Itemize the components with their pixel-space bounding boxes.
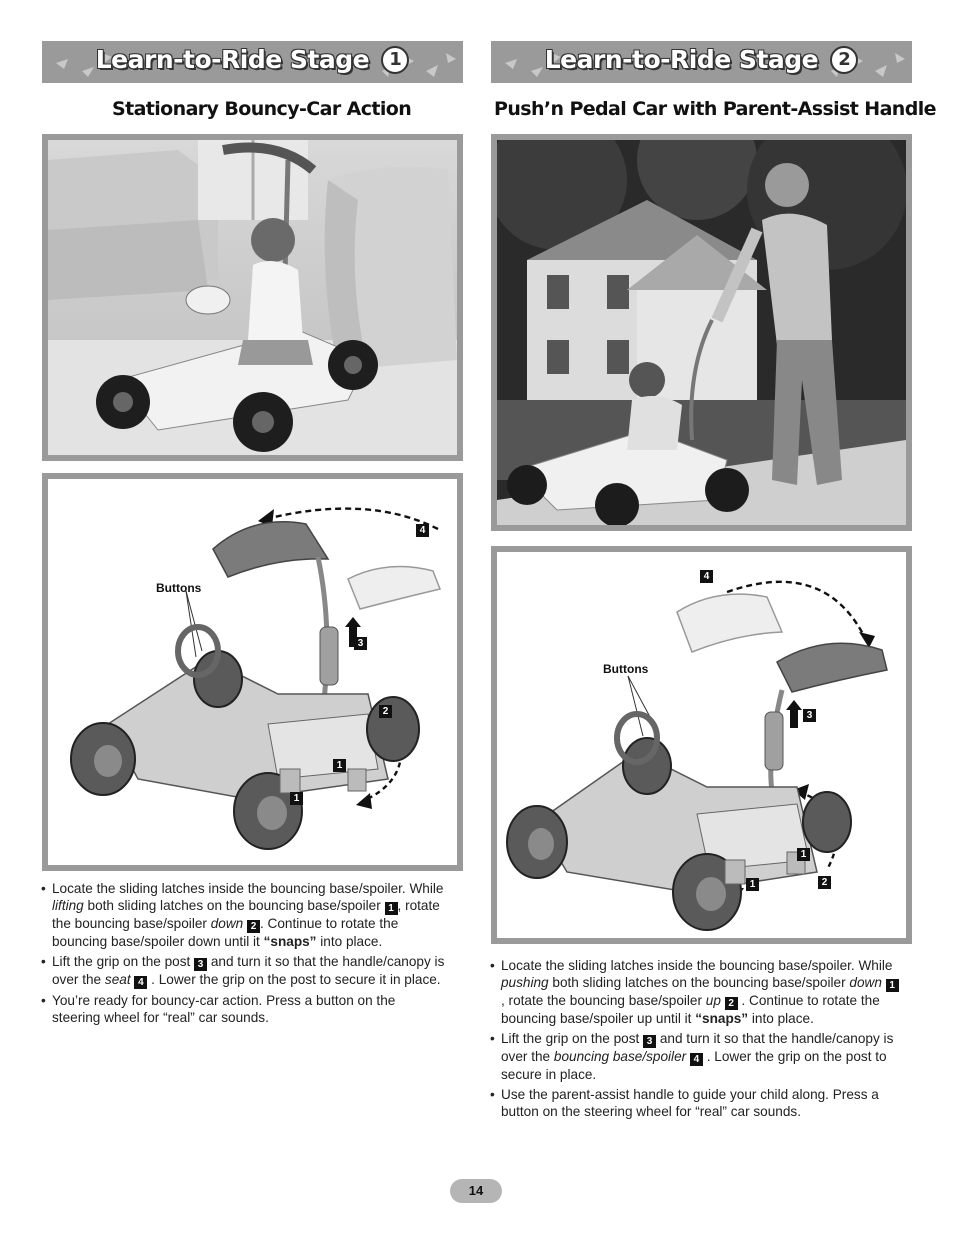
stage1-bullet: • Lift the grip on the post 3 and turn it so that the handle/canopy is over the seat 4 . Lower the grip on the post to secure it in place. <box>41 953 446 989</box>
stage1-marker-3: 3 <box>354 637 367 650</box>
stage1-photo-frame <box>42 134 463 461</box>
stage2-marker-1b: 1 <box>746 878 759 891</box>
stage2-banner <box>491 41 912 83</box>
step-number-marker: 1 <box>886 979 899 992</box>
stage2-buttons-label: Buttons <box>603 662 649 676</box>
stage1-marker-4: 4 <box>416 524 429 537</box>
stage2-bullet: • Use the parent-assist handle to guide your child along. Press a button on the steering wheel for “real” car sounds. <box>490 1086 900 1120</box>
stage2-photo-frame <box>491 134 912 531</box>
step-number-marker: 2 <box>725 997 738 1010</box>
step-number-marker: 4 <box>134 976 147 989</box>
stage1-number-badge: 1 <box>381 46 409 74</box>
stage1-bullet: • Locate the sliding latches inside the bouncing base/spoiler. While lifting both sliding latches on the bouncing base/spoiler 1 , rotate the bouncing base/spoiler down 2 . Continue to rotate the bouncing base/spoiler down until it “snaps” into place. <box>41 880 446 950</box>
stage1-title: Learn-to-Ride Stage <box>95 45 370 74</box>
stage1-marker-2: 2 <box>379 705 392 718</box>
stage1-subtitle: Stationary Bouncy-Car Action <box>112 98 412 120</box>
step-number-marker: 3 <box>643 1035 656 1048</box>
stage1-bullet: • You’re ready for bouncy-car action. Press a button on the steering wheel for “real” car sounds. <box>41 992 446 1026</box>
stage1-banner <box>42 41 463 83</box>
stage2-bullet: • Lift the grip on the post 3 and turn it so that the handle/canopy is over the bouncing base/spoiler 4 . Lower the grip on the post to secure in place. <box>490 1030 900 1083</box>
stage2-marker-2: 2 <box>818 876 831 889</box>
stage1-marker-1a: 1 <box>333 759 346 772</box>
stage2-subtitle: Push’n Pedal Car with Parent-Assist Handle <box>494 98 936 120</box>
step-number-marker: 2 <box>247 920 260 933</box>
stage1-marker-1b: 1 <box>290 792 303 805</box>
stage2-photo <box>497 140 906 525</box>
stage2-marker-1a: 1 <box>797 848 810 861</box>
step-number-marker: 3 <box>194 958 207 971</box>
stage1-diagram-frame <box>42 473 463 871</box>
stage2-title: Learn-to-Ride Stage <box>544 45 819 74</box>
stage2-marker-3: 3 <box>803 709 816 722</box>
page-number: 14 <box>450 1179 502 1203</box>
step-number-marker: 4 <box>690 1053 703 1066</box>
stage1-instructions <box>41 880 446 1029</box>
stage2-number-badge: 2 <box>830 46 858 74</box>
stage2-instructions <box>490 957 900 1123</box>
stage2-diagram <box>497 552 906 938</box>
stage1-diagram <box>48 479 457 865</box>
stage2-bullet: • Locate the sliding latches inside the bouncing base/spoiler. While pushing both sliding latches on the bouncing base/spoiler down 1 , rotate the bouncing base/spoiler up 2 . Continue to rotate the bouncing base/spoiler up until it “snaps” into place. <box>490 957 900 1027</box>
stage2-diagram-frame <box>491 546 912 944</box>
stage2-marker-4: 4 <box>700 570 713 583</box>
step-number-marker: 1 <box>385 902 398 915</box>
stage1-buttons-label: Buttons <box>156 581 202 595</box>
stage1-photo <box>48 140 457 455</box>
